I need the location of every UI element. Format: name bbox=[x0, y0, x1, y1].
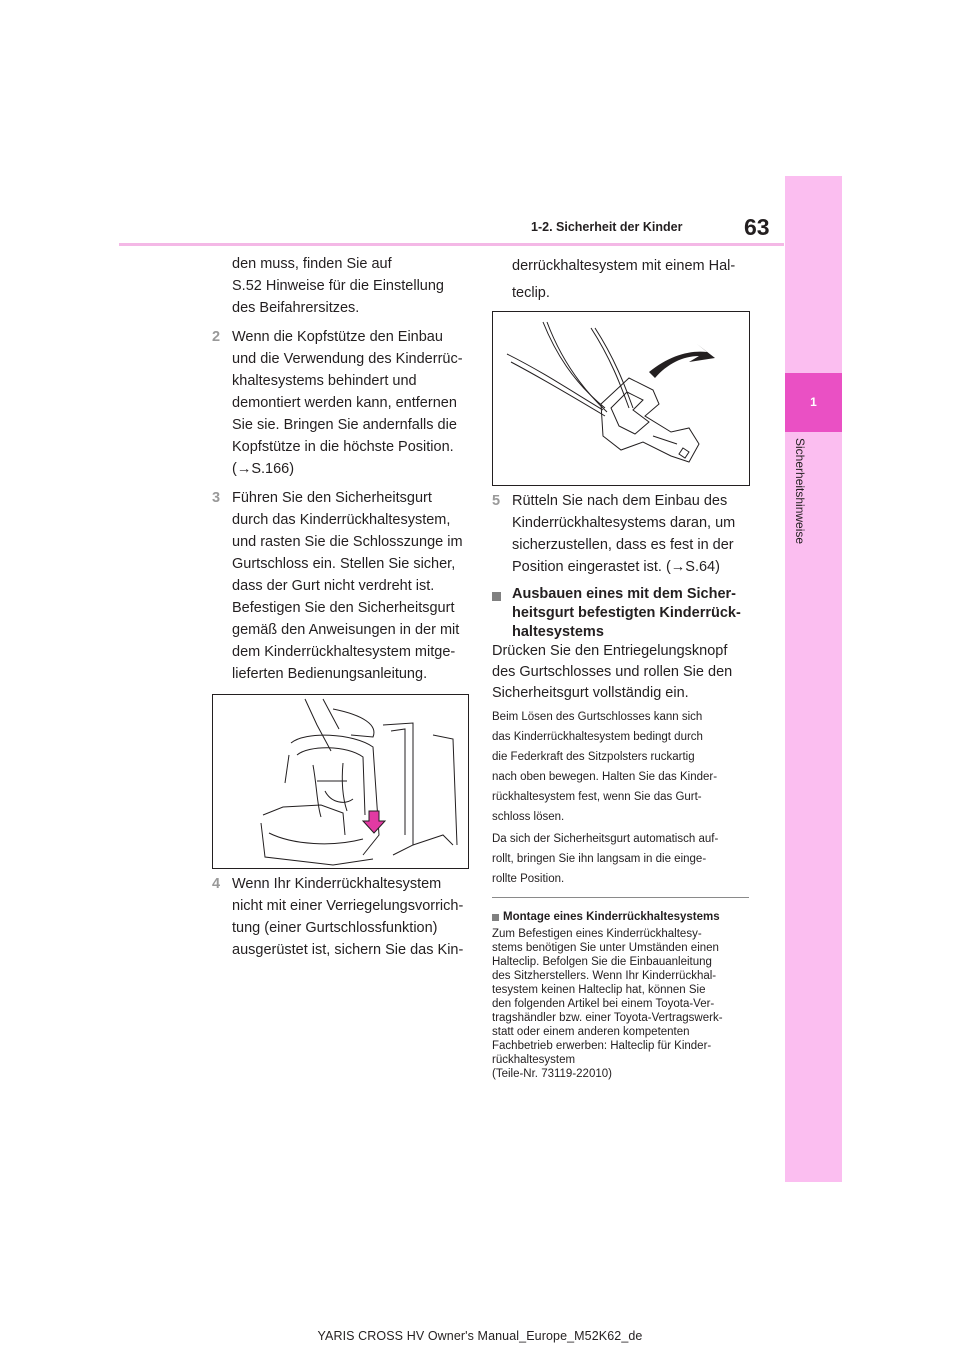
info-text: Zum Befestigen eines Kinderrückhaltesy- stems benötigen Sie unter Umständen einen Halteclip. Befolgen Sie die Einbauanleitung des Sitzherstellers. Wenn Ihr Kinderrückhal- tesystem keinen Halteclip hat, können Sie den folgenden Artikel bei einem Toyota-Ver- tragshändler bzw. einer Toyota-Vertragswerk- statt oder einem anderen kompetenten Fachbetrieb erwerben: Halteclip für Kinder- rückhaltesystem (Teile-Nr. 73119-22010) bbox=[492, 928, 723, 1080]
chapter-number: 1 bbox=[810, 395, 817, 409]
child-seat-illustration bbox=[213, 695, 468, 868]
header-rule bbox=[119, 243, 784, 246]
step-number-4: 4 bbox=[212, 876, 221, 892]
arrow-icon bbox=[649, 344, 715, 378]
info-divider bbox=[492, 897, 749, 898]
arrow-icon bbox=[363, 811, 385, 833]
removal-subheading: Ausbauen eines mit dem Sicher- heitsgurt befestigten Kinderrück- haltesystems bbox=[512, 586, 741, 640]
child-seat-figure bbox=[212, 694, 469, 869]
step-number-2: 2 bbox=[212, 329, 221, 345]
step-number-3: 3 bbox=[212, 490, 221, 506]
continuation-text-left: den muss, finden Sie auf S.52 Hinweise für die Einstellung des Beifahrersitzes. bbox=[232, 256, 444, 316]
square-bullet-icon bbox=[492, 592, 501, 601]
chapter-sidebar bbox=[785, 176, 842, 1182]
step-number-5: 5 bbox=[492, 493, 501, 509]
page-number: 63 bbox=[744, 214, 770, 240]
step-4-text: Wenn Ihr Kinderrückhaltesystem nicht mit einer Verriegelungsvorrich- tung (einer Gurtschlossfunktion) ausgerüstet ist, sichern Sie das Kin- bbox=[232, 876, 464, 958]
removal-note-2: Da sich der Sicherheitsgurt automatisch auf- rollt, bringen Sie ihn langsam in die einge- rollte Position. bbox=[492, 833, 719, 885]
step-2-text: Wenn die Kopfstütze den Einbau und die Verwendung des Kinderrüc- khaltesystems behindert und demontiert werden kann, entfernen Sie sie. Bringen Sie andernfalls die Kopfstütze in die höchste Position. (→S.166) bbox=[232, 329, 463, 477]
chapter-title: Sicherheitshinweise bbox=[793, 438, 807, 545]
removal-note-1: Beim Lösen des Gurtschlosses kann sich das Kinderrückhaltesystem bedingt durch die Federkraft des Sitzpolsters ruckartig nach oben bewegen. Halten Sie das Kinder- rückhaltesystem fest, wenn Sie das Gurt- schloss lösen. bbox=[492, 711, 718, 823]
locking-clip-illustration bbox=[493, 312, 749, 485]
step-3-text: Führen Sie den Sicherheitsgurt durch das Kinderrückhaltesystem, und rasten Sie die Schlosszunge im Gurtschloss ein. Stellen Sie sicher, dass der Gurt nicht verdreht ist. Befestigen Sie den Sicherheitsgurt gemäß den Anweisungen in der mit dem Kinderrückhaltesystem mitge- lieferten Bedienungsanleitung. bbox=[232, 490, 463, 682]
locking-clip-figure bbox=[492, 311, 750, 486]
square-bullet-icon bbox=[492, 914, 499, 921]
continuation-text-right: derrückhaltesystem mit einem Hal- teclip. bbox=[512, 258, 736, 301]
step-5-text: Rütteln Sie nach dem Einbau des Kinderrückhaltesystems daran, um sicherzustellen, dass es fest in der Position eingerastet ist. (→S.64) bbox=[512, 493, 736, 575]
info-heading: Montage eines Kinderrückhaltesystems bbox=[503, 911, 720, 923]
removal-paragraph: Drücken Sie den Entriegelungsknopf des Gurtschlosses und rollen Sie den Sicherheitsgurt vollständig ein. bbox=[492, 643, 733, 701]
section-title: 1-2. Sicherheit der Kinder bbox=[531, 220, 683, 234]
footer-text: YARIS CROSS HV Owner's Manual_Europe_M52K62_de bbox=[317, 1329, 643, 1343]
